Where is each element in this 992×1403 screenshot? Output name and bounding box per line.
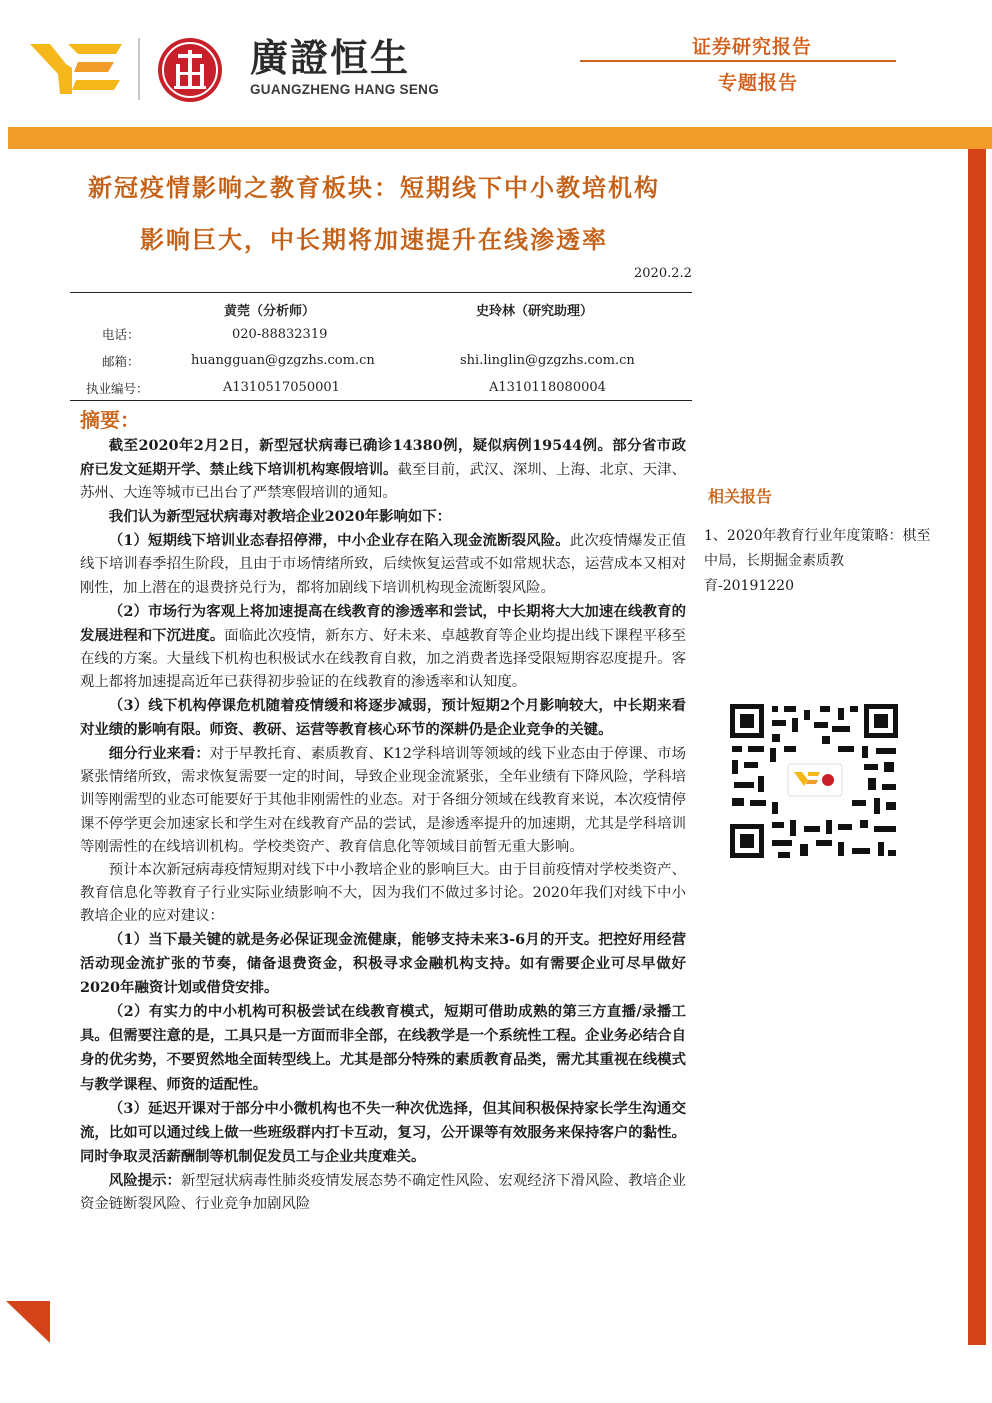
paragraph: 细分行业来看：对于早教托育、素质教育、K12学科培训等领域的线下业态由于停课、市场紧张情绪所致，需求恢复需要一定的时间，导致企业现金流紧张，全年业绩有下降风险，学科培训等刚需型的业态可能要好于其他非刚需性的业态。对于各细分领域在线教育来说，本次疫情停课不停学更会加速家长和学生对在线教育产品的尝试，是渗透率提升的加速期，尤其是学科培训等刚需性的在线培训机构。学校类资产、教育信息化等领域目前暂无重大影响。 bbox=[80, 745, 686, 855]
analyst-name: 黄莞（分析师） bbox=[224, 304, 316, 319]
report-subtype: 专题报告 bbox=[718, 72, 799, 94]
report-title-line2: 影响巨大，中长期将加速提升在线渗透率 bbox=[140, 225, 608, 254]
paragraph: 预计本次新冠病毒疫情短期对线下中小教培企业的影响巨大。由于目前疫情对学校类资产、教育信息化等教育子行业实际业绩影响不大，因为我们不做过多讨论。2020年我们对线下中小教培企业的应对建议： bbox=[80, 861, 686, 924]
guangzheng-seal-icon bbox=[156, 36, 224, 104]
related-reports-heading: 相关报告 bbox=[708, 487, 773, 506]
summary-heading: 摘要： bbox=[80, 408, 140, 432]
phone-label: 电话： bbox=[102, 327, 140, 342]
paragraph: （2）有实力的中小机构可积极尝试在线教育模式，短期可借助成熟的第三方直播/录播工具。但需要注意的是，工具只是一方面而非全部，在线教学是一个系统性工程。企业务必结合自身的优劣势，不要贸然地全面转型线上。尤其是部分特殊的素质教育品类，需尤其重视在线模式与教学课程、师资的适配性。 bbox=[80, 1003, 686, 1093]
risk-warning: 风险提示：新型冠状病毒性肺炎疫情发展态势不确定性风险、宏观经济下滑风险、教培企业资金链断裂风险、行业竞争加剧风险 bbox=[80, 1171, 686, 1212]
assistant-name: 史玲林（研究助理） bbox=[476, 304, 594, 319]
paragraph: （1）当下最关键的就是务必保证现金流健康，能够支持未来3-6月的开支。把控好用经营活动现金流扩张的节奏，储备退费资金，积极寻求金融机构支持。如有需要企业可尽早做好2020年融资计划或借贷安排。 bbox=[80, 930, 686, 997]
analyst-phone: 020-88832319 bbox=[232, 327, 328, 342]
paragraph: 我们认为新型冠状病毒对教培企业2020年影响如下： bbox=[108, 508, 452, 526]
right-red-bar bbox=[968, 149, 986, 1345]
brand-name-en: GUANGZHENG HANG SENG bbox=[250, 82, 440, 97]
paragraph: 截至2020年2月2日，新型冠状病毒已确诊14380例，疑似病例19544例。部分省市政府已发文延期开学、禁止线下培训机构寒假培训。截至目前，武汉、深圳、上海、北京、天津、苏州、大连等城市已出台了严禁寒假培训的通知。 bbox=[80, 437, 686, 502]
license-label: 执业编号： bbox=[86, 381, 149, 396]
paragraph: （3）线下机构停课危机随着疫情缓和将逐步减弱，预计短期2个月影响较大，中长期来看对业绩的影响有限。师资、教研、运营等教育核心环节的深耕仍是企业竞争的关键。 bbox=[80, 697, 686, 739]
logo-divider bbox=[138, 38, 140, 100]
table-bottom-rule bbox=[70, 400, 692, 401]
analyst-license: A1310517050001 bbox=[223, 380, 340, 395]
report-title-line1: 新冠疫情影响之教育板块：短期线下中小教培机构 bbox=[88, 173, 660, 202]
report-type: 证券研究报告 bbox=[692, 36, 813, 58]
top-orange-bar bbox=[8, 127, 992, 149]
assistant-email[interactable]: shi.linglin@gzgzhs.com.cn bbox=[460, 353, 635, 368]
paragraph: （3）延迟开课对于部分中小微机构也不失一种次优选择，但其间积极保持家长学生沟通交流，比如可以通过线上做一些班级群内打卡互动，复习，公开课等有效服务来保持客户的黏性。同时争取灵活薪酬制等机制促发员工与企业共度难关。 bbox=[80, 1099, 686, 1165]
summary-body bbox=[80, 434, 686, 1216]
paragraph: （1）短期线下培训业态春招停滞，中小企业存在陷入现金流断裂风险。此次疫情爆发正值线下培训春季招生阶段，且由于市场情绪所致，后续恢复运营或不如常规状态，运营成本又相对刚性，加上潜在的退费挤兑行为，都将加剧线下培训机构现金流断裂风险。 bbox=[80, 532, 686, 596]
paragraph: （2）市场行为客观上将加速提高在线教育的渗透率和尝试，中长期将大大加速在线教育的发展进程和下沉进度。面临此次疫情，新东方、好未来、卓越教育等企业均提出线下课程平移至在线的方案。大量线下机构也积极试水在线教育自救，加之消费者选择受限短期容忍度提升。客观上都将加速提高近年已获得初步验证的在线教育的渗透率和认知度。 bbox=[80, 602, 686, 690]
ye-logo-icon bbox=[28, 38, 124, 96]
analyst-email[interactable]: huangguan@gzgzhs.com.cn bbox=[191, 353, 375, 368]
header-rule bbox=[580, 60, 896, 62]
email-label: 邮箱： bbox=[102, 354, 140, 369]
table-top-rule bbox=[70, 292, 692, 293]
qr-code-icon bbox=[728, 702, 900, 860]
brand-name-cn: 廣證恒生 bbox=[250, 36, 411, 80]
report-date: 2020.2.2 bbox=[634, 266, 692, 281]
related-report-item[interactable]: 1、2020年教育行业年度策略：棋至中局，长期掘金素质教育-20191220 bbox=[704, 528, 931, 594]
corner-triangle-icon bbox=[6, 1301, 50, 1343]
assistant-license: A1310118080004 bbox=[489, 380, 606, 395]
